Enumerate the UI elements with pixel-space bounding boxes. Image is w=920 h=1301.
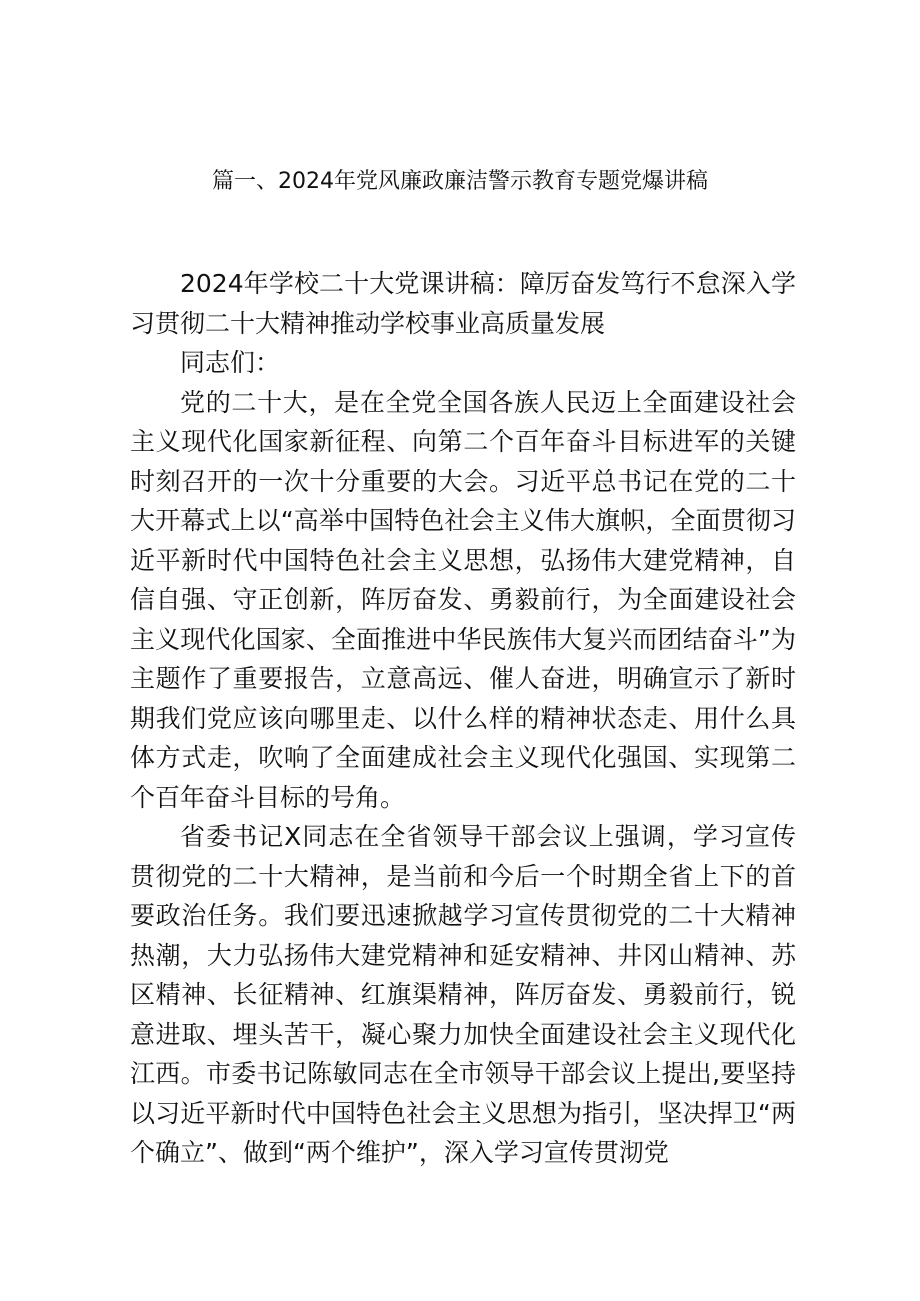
document-title: 篇一、2024年党风廉政廉洁警示教育专题党爆讲稿: [212, 169, 708, 194]
lecture-subtitle-paragraph: 2024年学校二十大党课讲稿：障厉奋发笃行不怠深入学习贯彻二十大精神推动学校事业高质量发展: [130, 269, 796, 338]
document-body: [130, 264, 796, 1173]
body-paragraph-1: 党的二十大，是在全党全国各族人民迈上全面建设社会主义现代化国家新征程、向第二个百年奋斗目标进军的关键时刻召开的一次十分重要的大会。习近平总书记在党的二十大开幕式上以“高举中国特色社会主义伟大旗帜，全面贯彻习近平新时代中国特色社会主义思想，弘扬伟大建党精神，自信自强、守正创新，阵厉奋发、勇毅前行，为全面建设社会主义现代化国家、全面推进中华民族伟大复兴而团结奋斗”为主题作了重要报告，立意高远、催人奋进，明确宣示了新时期我们党应该向哪里走、以什么样的精神状态走、用什么具体方式走，吹响了全面建成社会主义现代化强国、实现第二个百年奋斗目标的号角。: [130, 387, 796, 812]
salutation-paragraph: 同志们：: [180, 348, 281, 377]
body-paragraph-2: 省委书记X同志在全省领导干部会议上强调，学习宣传贯彻党的二十大精神，是当前和今后一个时期全省上下的首要政治任务。我们要迅速掀越学习宣传贯彻党的二十大精神热潮，大力弘扬伟大建党精神和延安精神、井冈山精神、苏区精神、长征精神、红旗渠精神，阵厉奋发、勇毅前行，锐意进取、埋头苦干，凝心聚力加快全面建设社会主义现代化江西。市委书记陈敏同志在全市领导干部会议上提出,要坚持以习近平新时代中国特色社会主义思想为指引，坚决捍卫“两个确立”、做到“两个维护”，深入学习宣传贯沏党: [130, 822, 796, 1167]
